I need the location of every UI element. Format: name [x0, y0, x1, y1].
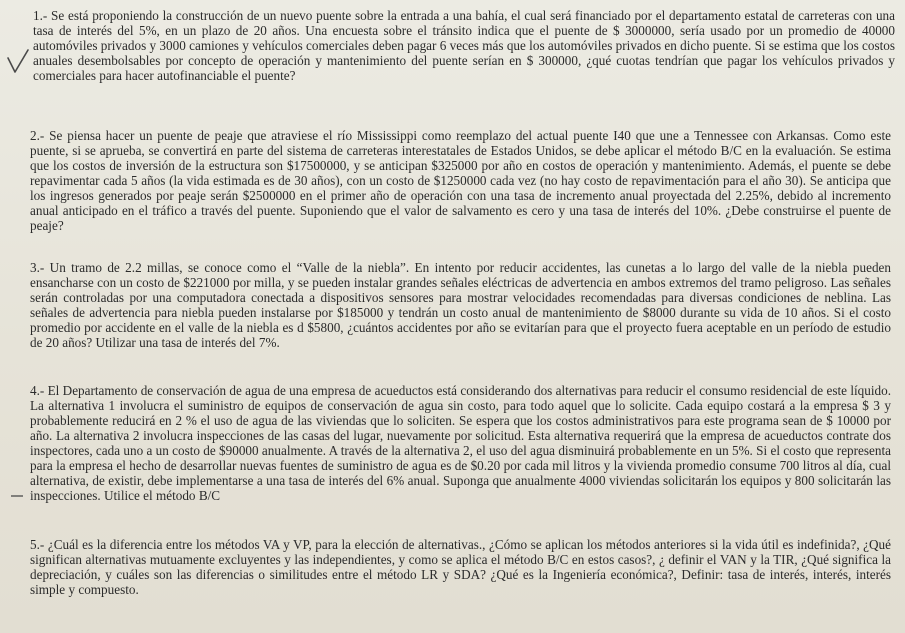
problem-4: 4.- El Departamento de conservación de agua de una empresa de acueductos está considerando dos alternativas para reducir el consumo residencial de este líquido. La alternativa 1 involucra el suministro de equipos de conservación de agua sin costo, para todo aquel que lo solicite. Cada equipo costará a la empresa $ 3 y probablemente reducirá en 2 % el uso de agua de las viviendas que lo soliciten. Se espera que los costos administrativos para este programa sean de $ 10000 por año. La alternativa 2 involucra inspecciones de las casas del lugar, nuevamente por solicitud. Esta alternativa requerirá que la empresa de acueductos contrate dos inspectores, cada uno a un costo de $90000 anualmente. A través de la alternativa 2, el uso del agua disminuirá probablemente en un 5%. Si el costo que representa para la empresa el hecho de desarrollar nuevas fuentes de suministro de agua es de $0.20 por cada mil litros y la vivienda promedio consume 700 litros al día, cual alternativa, de existir, debe implementarse a una tasa de interés del 6% anual. Suponga que anualmente 4000 viviendas solicitarán los equipos y 800 solicitarán las inspecciones. Utilice el método B/C [30, 383, 891, 504]
problem-3: 3.- Un tramo de 2.2 millas, se conoce como el “Valle de la niebla”. En intento por reducir accidentes, las cunetas a lo largo del valle de la niebla pueden ensancharse con un costo de $221000 por milla, y se pueden instalar grandes señales eléctricas de advertencia en ambos extremos del tramo peligroso. Las señales serán controladas por una computadora conectada a dispositivos sensores para mostrar velocidades recomendadas para diversas condiciones de neblina. Las señales de advertencia para niebla pueden instalarse por $185000 y tendrán un costo anual de mantenimiento de $8000 durante su vida de 10 años. Si el costo promedio por accidente en el valle de la niebla es d $5800, ¿cuántos accidentes por año se evitarían para que el proyecto fuera aceptable en un período de estudio de 20 años? Utilizar una tasa de interés del 7%. [30, 260, 891, 351]
problem-2: 2.- Se piensa hacer un puente de peaje que atraviese el río Mississippi como reemplazo del actual puente I40 que une a Tennessee con Arkansas. Como este puente, si se aprueba, se convertirá en parte del sistema de carreteras interestatales de Estados Unidos, se debe aplicar el método B/C en la evaluación. Se estima que los costos de inversión de la estructura son $17500000, y se anticipan $325000 por año en costos de operación y mantenimiento. Además, el puente se debe repavimentar cada 5 años (la vida estimada es de 30 años), con un costo de $1250000 cada vez (no hay costo de repavimentación para el año 30). Se anticipa que los ingresos generados por peaje serán $2500000 en el primer año de operación con una tasa de incremento anual proyectada del 2.25%, debido al incremento anual anticipado en el tráfico a través del puente. Suponiendo que el valor de salvamento es cero y una tasa de interés del 10%. ¿Debe construirse el puente de peaje? [30, 128, 891, 234]
checkmark-icon [6, 48, 30, 76]
problem-5: 5.- ¿Cuál es la diferencia entre los métodos VA y VP, para la elección de alternativas., ¿Cómo se aplican los métodos anteriores si la vida útil es indefinida?, ¿Qué significan alternativas mutuamente excluyentes y las independientes, y como se aplica el método B/C en estos casos?, ¿ definir el VAN y la TIR, ¿Qué significa la depreciación, y cuáles son las diferencias o similitudes entre el método LR y SDA? ¿Qué es la Ingeniería económica?, Definir: tasa de interés, interés, interés simple y compuesto. [30, 537, 891, 598]
problem-1: 1.- Se está proponiendo la construcción de un nuevo puente sobre la entrada a una bahía, el cual será financiado por el departamento estatal de carreteras con una tasa de interés del 5%, en un plazo de 20 años. Una encuesta sobre el tránsito indica que el puente de $ 3000000, sería usado por un promedio de 40000 automóviles privados y 3000 camiones y vehículos comerciales deben pagar 6 veces más que los automóviles privados en dicho puente. Si se estima que los costos anuales desembolsables por concepto de operación y mantenimiento del puente serían en $ 300000, ¿qué cuotas tendrían que pagar los vehículos privados y comerciales para hacer autofinanciable el puente? [33, 8, 895, 84]
dash-mark [10, 494, 24, 498]
